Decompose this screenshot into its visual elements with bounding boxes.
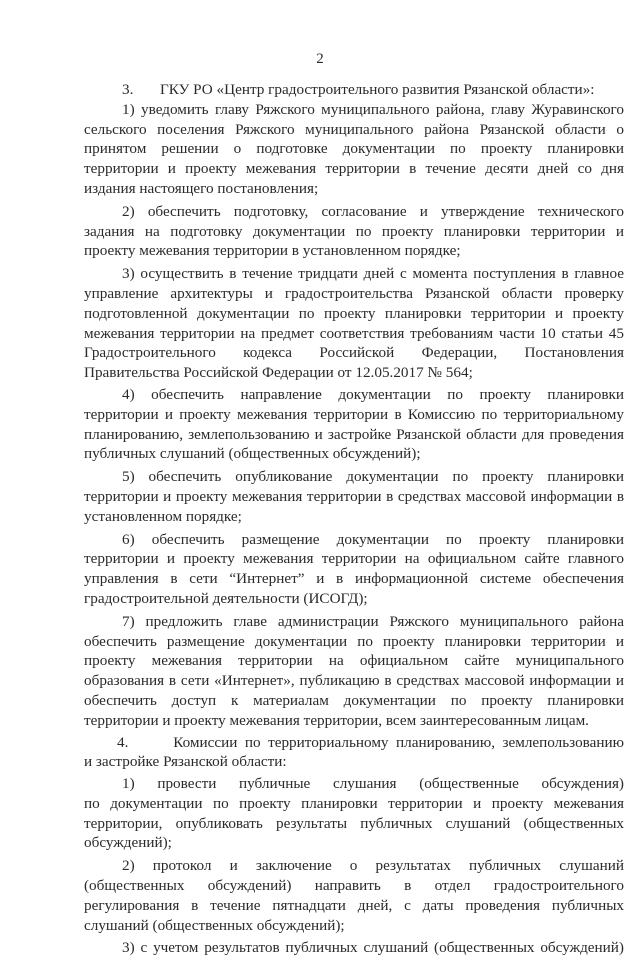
text-line: принятом решении о подготовке документации по проекту планировки: [84, 140, 624, 158]
text-line: 4) обеспечить направление документации по проекту планировки: [122, 385, 624, 403]
text-line: (общественных обсуждений) направить в отдел градостроительного: [84, 877, 624, 895]
text-line: межевания территории на предмет соответствия требованиям части 10 статьи 45: [84, 324, 624, 342]
text-line: управление архитектуры и градостроительства Рязанской области проверку: [84, 284, 624, 302]
text-line: установленном порядке;: [84, 507, 242, 525]
text-line: 2) протокол и заключение о результатах публичных слушаний: [122, 857, 624, 875]
text-line: территории и проекту межевания территории в Комиссию по территориальному: [84, 405, 624, 423]
text-line: обеспечить размещение документации по проекту планировки территории и: [84, 632, 624, 650]
text-line: Градостроительного кодекса Российской Федерации, Постановления: [84, 344, 624, 362]
text-line: управления в сети “Интернет” и в информационной системе обеспечения: [84, 570, 624, 588]
text-line: издания настоящего постановления;: [84, 179, 319, 197]
text-line: 1) уведомить главу Ряжского муниципального района, главу Журавинского: [122, 100, 624, 118]
text-line: Правительства Российской Федерации от 12.05.2017 № 564;: [84, 364, 473, 382]
text-line: территории и проекту межевания территории, всем заинтересованным лицам.: [84, 711, 589, 729]
document-body: [84, 80, 624, 958]
text-line: образования в сети «Интернет», публикацию в средствах массовой информации и: [84, 672, 624, 690]
text-line: 5) обеспечить опубликование документации по проекту планировки: [122, 468, 624, 486]
text-line: 4. Комиссии по территориальному планированию, землепользованию: [117, 733, 624, 751]
text-line: планированию, землепользованию и застройке Рязанской области для проведения: [84, 425, 624, 443]
text-line: территории и проекту межевания территории в течение десяти дней со дня: [84, 160, 624, 178]
text-line: сельского поселения Ряжского муниципального района Рязанской области о: [84, 120, 624, 138]
text-line: проекту межевания территории на официальном сайте муниципального: [84, 652, 624, 670]
text-line: 1) провести публичные слушания (общественные обсуждения): [122, 775, 624, 793]
text-line: градостроительной деятельности (ИСОГД);: [84, 589, 368, 607]
text-line: публичных слушаний (общественных обсуждений);: [84, 445, 421, 463]
text-line: территории и проекту межевания территории на официальном сайте главного: [84, 550, 624, 568]
text-line: обсуждений);: [84, 834, 172, 852]
text-line: 3) с учетом результатов публичных слушаний (общественных обсуждений): [122, 939, 624, 957]
text-line: по документации по проекту планировки территории и проекту межевания: [84, 794, 624, 812]
text-line: обеспечить доступ к материалам документации по проекту планировки: [84, 691, 624, 709]
text-line: и застройке Рязанской области:: [84, 753, 287, 771]
text-line: регулирования в течение пятнадцати дней, с даты проведения публичных: [84, 896, 624, 914]
text-line: задания на подготовку документации по проекту планировки территории и: [84, 222, 624, 240]
text-line: слушаний (общественных обсуждений);: [84, 916, 345, 934]
text-line: 3. ГКУ РО «Центр градостроительного развития Рязанской области»:: [122, 81, 595, 98]
text-line: проекту межевания территории в установленном порядке;: [84, 242, 461, 260]
text-line: территории, опубликовать результаты публичных слушаний (общественных: [84, 814, 624, 832]
text-line: 6) обеспечить размещение документации по проекту планировки: [122, 530, 624, 548]
page-number: 2: [316, 51, 324, 67]
text-line: территории и проекту межевания территории в средствах массовой информации в: [84, 487, 624, 505]
text-line: подготовленной документации по проекту планировки территории и проекту: [84, 304, 624, 322]
text-line: 2) обеспечить подготовку, согласование и утверждение технического: [122, 202, 624, 220]
text-line: 7) предложить главе администрации Ряжского муниципального района: [122, 612, 624, 630]
text-line: 3) осуществить в течение тридцати дней с момента поступления в главное: [122, 265, 624, 283]
